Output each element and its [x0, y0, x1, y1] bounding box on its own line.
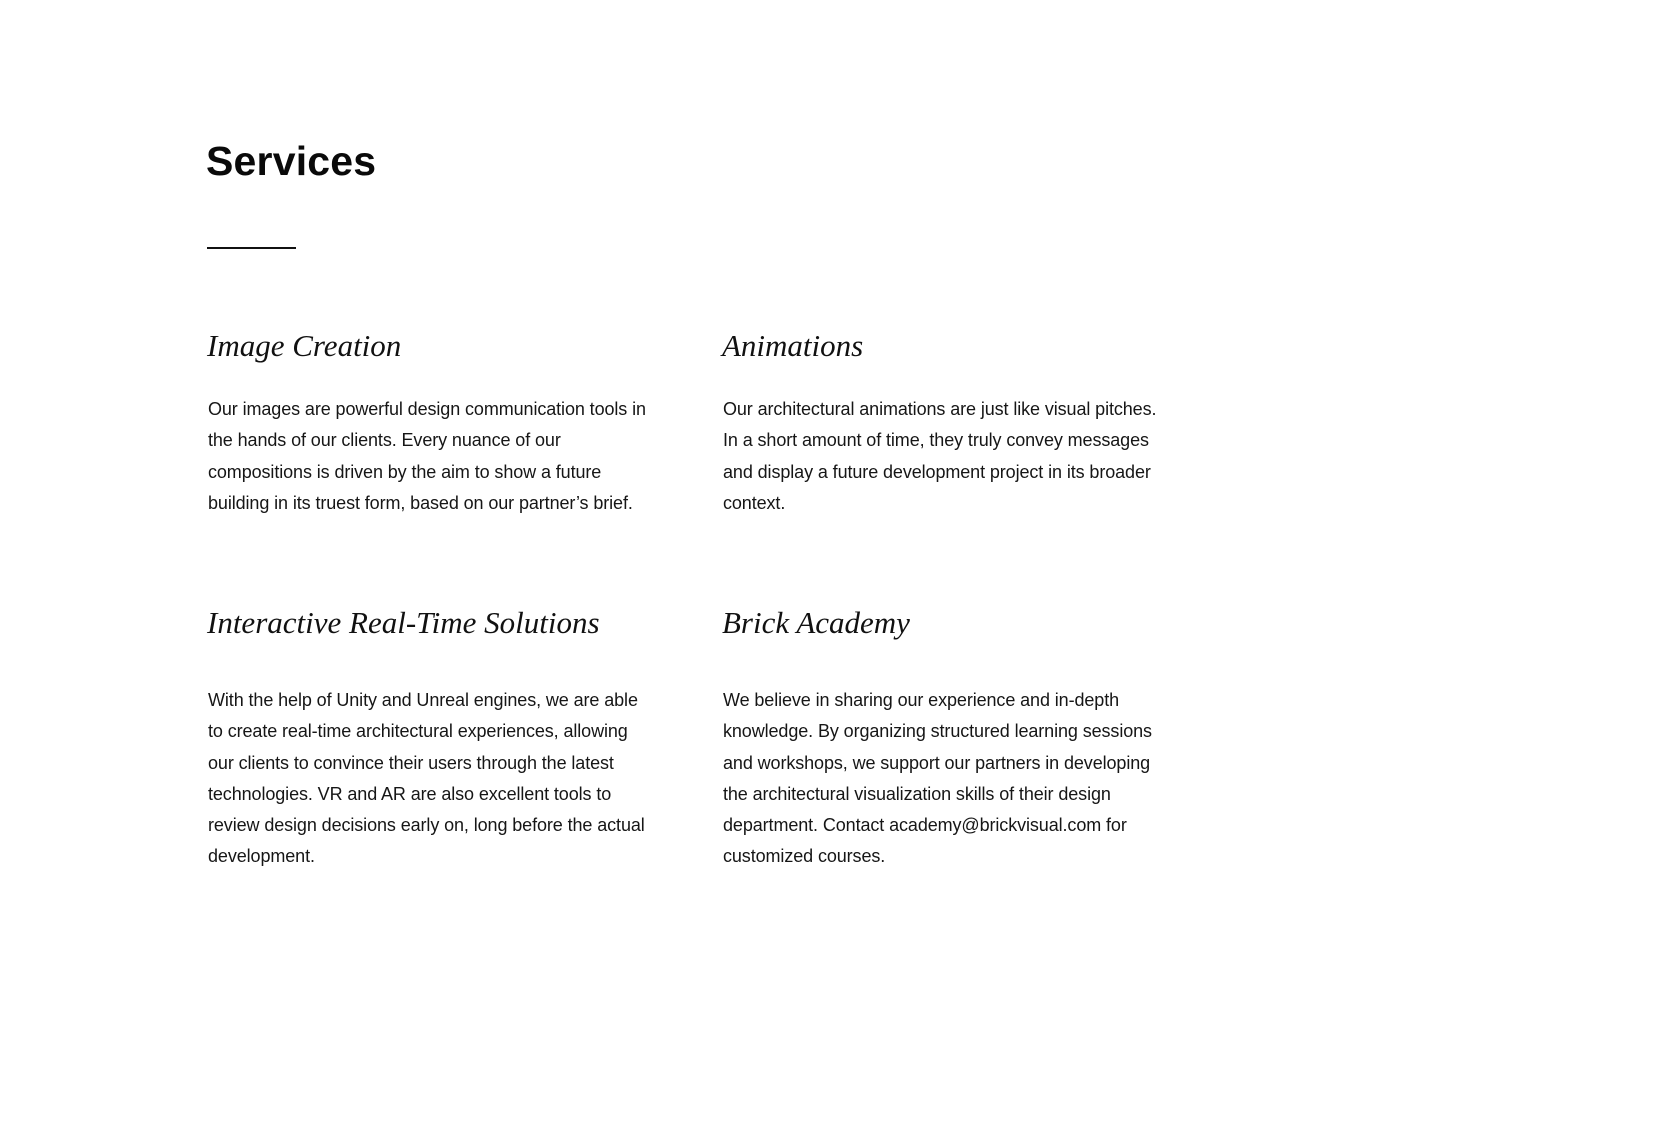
service-heading: Brick Academy: [722, 605, 910, 640]
service-animations: [722, 328, 1172, 513]
page-title: Services: [206, 138, 377, 184]
service-description: Our images are powerful design communication tools in the hands of our clients. Every nuance of our compositions is driven by the aim to show a future building in its truest form, based on our partner’s brief.: [208, 399, 646, 513]
service-description: We believe in sharing our experience and in-depth knowledge. By organizing structured learning sessions and workshops, we support our partners in developing the architectural visualization skills of their design department. Contact academy@brickvisual.com for customized courses.: [723, 690, 1152, 867]
service-description: With the help of Unity and Unreal engines, we are able to create real-time architectural experiences, allowing our clients to convince their users through the latest technologies. VR and AR are also excellent tools to review design decisions early on, long before the actual development.: [208, 690, 645, 867]
service-heading: Animations: [722, 328, 864, 363]
service-heading: Interactive Real-Time Solutions: [207, 605, 600, 640]
service-description: Our architectural animations are just like visual pitches. In a short amount of time, they truly convey messages and display a future development project in its broader context.: [723, 399, 1157, 513]
service-interactive-real-time: [207, 605, 657, 867]
service-heading: Image Creation: [207, 328, 402, 363]
service-image-creation: [207, 328, 657, 513]
service-brick-academy: [722, 605, 1172, 867]
title-underline-divider: [207, 247, 296, 249]
